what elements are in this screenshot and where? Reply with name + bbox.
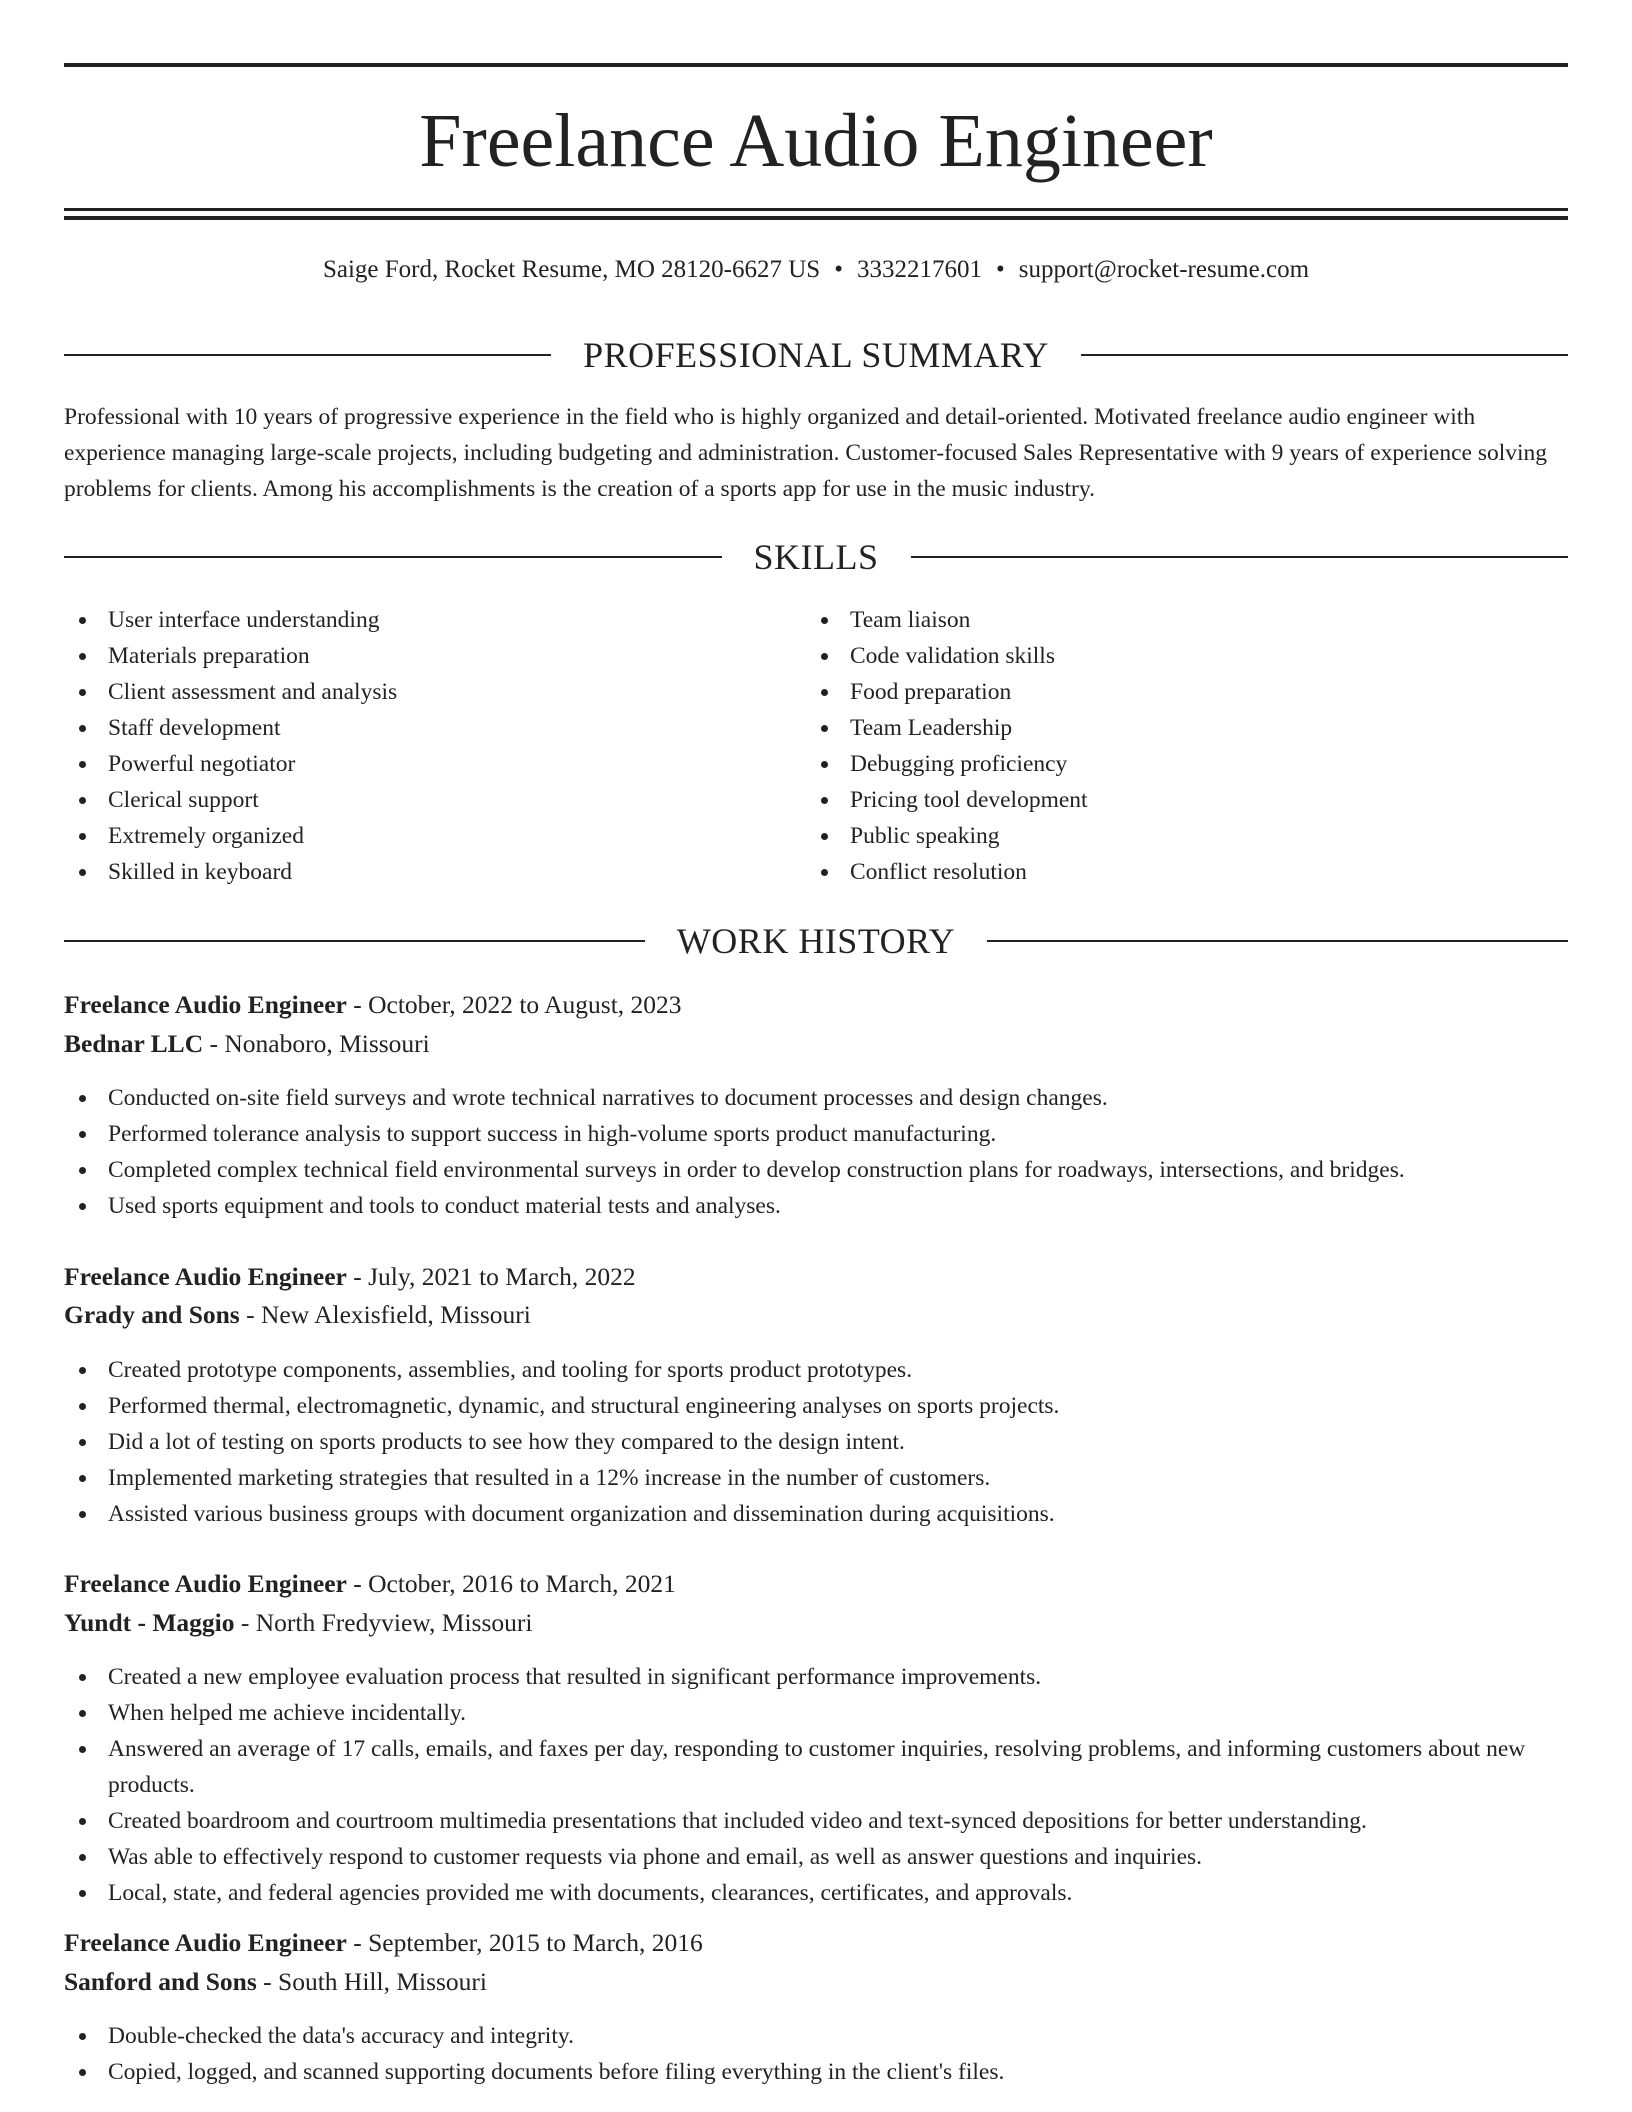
job-company: Sanford and Sons <box>64 1967 257 1996</box>
job-company-line <box>64 1026 1568 1062</box>
contact-separator: • <box>834 256 843 283</box>
job-title: Freelance Audio Engineer <box>64 1569 347 1598</box>
section-heading-summary <box>64 335 1568 375</box>
job-dates: - October, 2022 to August, 2023 <box>346 990 682 1019</box>
job-bullet: Conducted on-site field surveys and wrote technical narratives to document processes and design changes. <box>64 1080 1568 1116</box>
contact-separator: • <box>995 256 1005 283</box>
skill-item: Team Leadership <box>806 710 1546 746</box>
skill-item: Pricing tool development <box>806 782 1546 818</box>
job-bullet: Created a new employee evaluation process that resulted in significant performance improvements. <box>64 1659 1568 1695</box>
job-bullet: Used sports equipment and tools to conduct material tests and analyses. <box>64 1188 1568 1224</box>
job-company: Grady and Sons <box>64 1300 240 1329</box>
skill-item: User interface understanding <box>64 602 804 638</box>
heading-rule-right <box>987 940 1568 942</box>
header-double-rule <box>64 208 1568 220</box>
skills-column-right <box>806 602 1546 890</box>
skill-item: Team liaison <box>806 602 1546 638</box>
job-dates: - July, 2021 to March, 2022 <box>346 1262 636 1291</box>
job-location: - South Hill, Missouri <box>256 1967 488 1996</box>
job-location: - New Alexisfield, Missouri <box>239 1300 531 1329</box>
contact-email: support@rocket-resume.com <box>1018 256 1310 283</box>
job-bullet: Local, state, and federal agencies provided me with documents, clearances, certificates, and approvals. <box>64 1875 1568 1911</box>
job-company: Yundt - Maggio <box>64 1608 235 1637</box>
header-top-rule <box>64 63 1568 67</box>
skill-item: Code validation skills <box>806 638 1546 674</box>
section-title: SKILLS <box>753 537 879 577</box>
job-dates: - September, 2015 to March, 2016 <box>346 1928 703 1957</box>
job-bullet: Copied, logged, and scanned supporting documents before filing everything in the client's files. <box>64 2054 1568 2090</box>
skill-item: Extremely organized <box>64 818 804 854</box>
job-company-line <box>64 1964 1568 2000</box>
job-bullet: Assisted various business groups with document organization and dissemination during acquisitions. <box>64 1496 1568 1532</box>
skill-item: Materials preparation <box>64 638 804 674</box>
job-bullet: When helped me achieve incidentally. <box>64 1695 1568 1731</box>
job-title: Freelance Audio Engineer <box>64 1928 347 1957</box>
skill-item: Powerful negotiator <box>64 746 804 782</box>
heading-rule-left <box>64 556 722 558</box>
job-bullet: Was able to effectively respond to customer requests via phone and email, as well as answer questions and inquiries. <box>64 1839 1568 1875</box>
job-location: - North Fredyview, Missouri <box>234 1608 533 1637</box>
skills-column-left <box>64 602 804 890</box>
job-title: Freelance Audio Engineer <box>64 1262 347 1291</box>
job-title: Freelance Audio Engineer <box>64 990 347 1019</box>
skill-item: Public speaking <box>806 818 1546 854</box>
job-bullet: Answered an average of 17 calls, emails, and faxes per day, responding to customer inquiries, resolving problems, and informing customers about new products. <box>64 1731 1568 1803</box>
job-bullet: Created prototype components, assemblies, and tooling for sports product prototypes. <box>64 1352 1568 1388</box>
contact-line <box>64 252 1568 288</box>
job-bullet-list <box>64 2018 1568 2090</box>
heading-rule-right <box>1081 354 1568 356</box>
job-location: - Nonaboro, Missouri <box>203 1029 430 1058</box>
job-bullet: Performed thermal, electromagnetic, dynamic, and structural engineering analyses on sports projects. <box>64 1388 1568 1424</box>
contact-phone: 3332217601 <box>856 256 982 283</box>
job-title-line <box>64 1925 1568 1961</box>
heading-rule-right <box>911 556 1569 558</box>
job-title-line <box>64 1566 1568 1602</box>
skill-item: Food preparation <box>806 674 1546 710</box>
section-heading-work-history <box>64 921 1568 961</box>
skill-item: Clerical support <box>64 782 804 818</box>
job-bullet: Completed complex technical field environmental surveys in order to develop construction plans for roadways, intersections, and bridges. <box>64 1152 1568 1188</box>
skill-item: Conflict resolution <box>806 854 1546 890</box>
heading-rule-left <box>64 354 551 356</box>
job-company: Bednar LLC <box>64 1029 204 1058</box>
skill-item: Staff development <box>64 710 804 746</box>
resume-title: Freelance Audio Engineer <box>419 99 1213 183</box>
job-title-line <box>64 987 1568 1023</box>
skill-item: Skilled in keyboard <box>64 854 804 890</box>
skill-item: Client assessment and analysis <box>64 674 804 710</box>
job-bullet-list <box>64 1659 1568 1911</box>
job-bullet: Implemented marketing strategies that resulted in a 12% increase in the number of customers. <box>64 1460 1568 1496</box>
contact-address: Saige Ford, Rocket Resume, MO 28120-6627 US <box>322 256 821 283</box>
section-heading-skills <box>64 537 1568 577</box>
job-company-line <box>64 1297 1568 1333</box>
section-title: WORK HISTORY <box>676 921 956 961</box>
job-bullet: Did a lot of testing on sports products to see how they compared to the design intent. <box>64 1424 1568 1460</box>
job-company-line <box>64 1605 1568 1641</box>
summary-text: Professional with 10 years of progressive experience in the field who is highly organized and detail-oriented. Motivated freelance audio engineer with experience managing large-scale projects, including budgeting and administration. Customer-focused Sales Representative with 9 years of experience solving problems for clients. Among his accomplishments is the creation of a sports app for use in the music industry. <box>64 404 1548 502</box>
job-bullet: Double-checked the data's accuracy and integrity. <box>64 2018 1568 2054</box>
section-title: PROFESSIONAL SUMMARY <box>583 335 1049 375</box>
job-dates: - October, 2016 to March, 2021 <box>346 1569 676 1598</box>
job-bullet-list <box>64 1080 1568 1224</box>
skill-item: Debugging proficiency <box>806 746 1546 782</box>
job-bullet-list <box>64 1352 1568 1532</box>
job-bullet: Created boardroom and courtroom multimedia presentations that included video and text-synced depositions for better understanding. <box>64 1803 1568 1839</box>
heading-rule-left <box>64 940 645 942</box>
job-title-line <box>64 1259 1568 1295</box>
job-bullet: Performed tolerance analysis to support success in high-volume sports product manufacturing. <box>64 1116 1568 1152</box>
